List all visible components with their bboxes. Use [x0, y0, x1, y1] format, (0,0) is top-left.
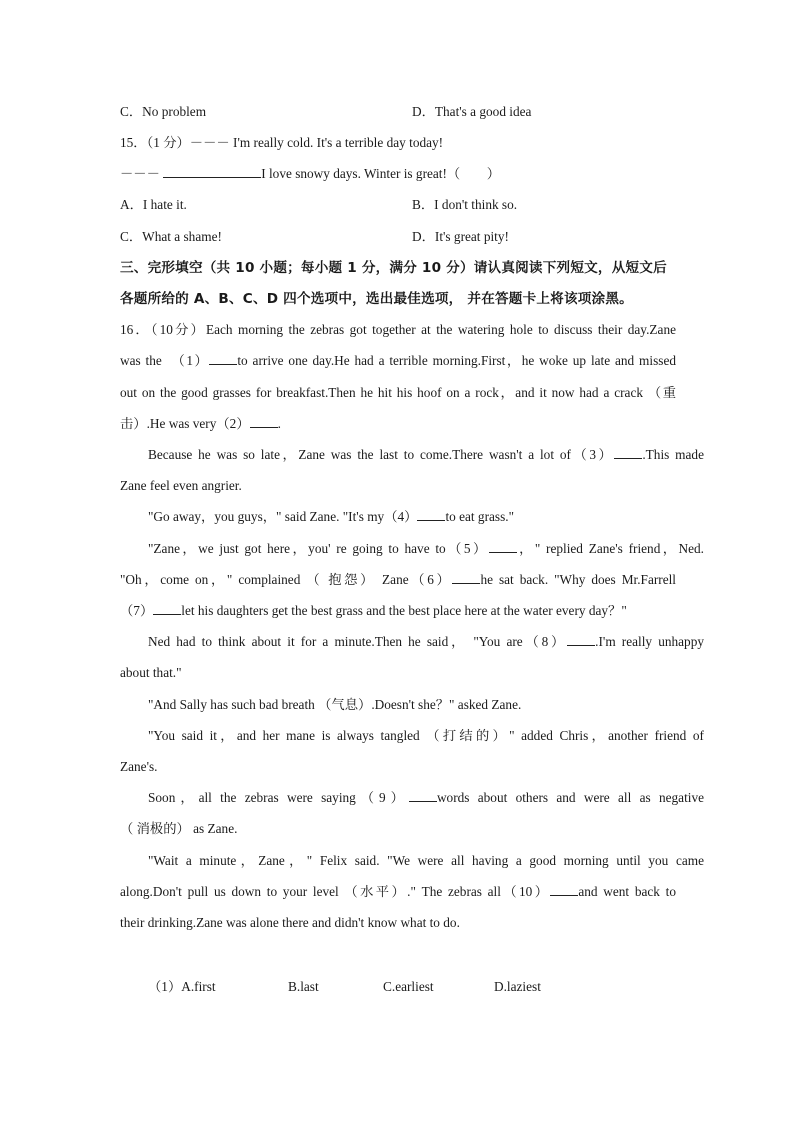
paragraph-2-line-2: Zane feel even angrier. — [120, 478, 242, 493]
passage-text: . — [277, 416, 281, 431]
passage-line-2 — [120, 352, 676, 370]
passage-text: was the （1） — [120, 353, 210, 368]
q14-option-c: C．No problem — [120, 104, 207, 119]
blank-1 — [209, 352, 237, 365]
passage-text: along.Don't pull us down to your level （水平）." The zebras all（10） — [120, 884, 551, 899]
q14-option-d: D．That's a good idea — [412, 104, 532, 119]
blank-5 — [489, 540, 517, 553]
passage-text: .This made — [642, 447, 704, 462]
paragraph-4-line-1 — [120, 540, 704, 558]
paragraph-8-line-1 — [120, 789, 704, 807]
q15-option-c: C．What a shame! — [120, 229, 222, 244]
sub-q1-option-c: C.earliest — [383, 979, 434, 994]
q15-blank — [163, 165, 261, 178]
blank-7 — [153, 602, 181, 615]
passage-text: （7） — [120, 603, 154, 618]
passage-text: he sat back. "Why does Mr.Farrell — [480, 572, 676, 587]
passage-line-4 — [120, 415, 676, 433]
passage-text: to eat grass." — [445, 509, 515, 524]
section-heading-line-2: 各题所给的 A、B、C、D 四个选项中，选出最佳选项， 并在答题卡上将该项涂黑。 — [120, 291, 633, 307]
q15-dash: －－－ — [120, 166, 160, 181]
paragraph-9-line-1: "Wait a minute，Zane，" Felix said. "We were all having a good morning until you came — [148, 853, 704, 868]
passage-text: words about others and were all as negative — [436, 790, 705, 805]
paragraph-8-line-2: （ 消极的） as Zane. — [120, 821, 238, 836]
passage-text: ，" replied Zane's friend，Ned. — [516, 541, 704, 556]
sub-q1-option-b: B.last — [288, 979, 319, 994]
paragraph-9-line-2 — [120, 883, 676, 901]
passage-text: "Zane，we just got here，you' re going to have to（5） — [148, 541, 489, 556]
blank-2 — [250, 415, 278, 428]
passage-text: .I'm really unhappy — [595, 634, 704, 649]
paragraph-9-line-3: their drinking.Zane was alone there and didn't know what to do. — [120, 915, 460, 930]
blank-4 — [417, 508, 445, 521]
blank-9 — [409, 789, 437, 802]
paragraph-2-line-1 — [120, 446, 704, 464]
q15-option-a: A．I hate it. — [120, 197, 187, 212]
section-heading-line-1: 三、完形填空（共 10 小题；每小题 1 分，满分 10 分）请认真阅读下列短文，从短文后 — [120, 260, 667, 276]
paragraph-5-line-2: about that." — [120, 665, 182, 680]
paragraph-4-line-3 — [120, 602, 676, 620]
blank-3 — [614, 446, 642, 459]
paragraph-5-line-1 — [120, 633, 704, 651]
blank-10 — [550, 883, 578, 896]
passage-text: Because he was so late，Zane was the last to come.There wasn't a lot of（3） — [148, 447, 615, 462]
paragraph-4-line-2 — [120, 571, 676, 589]
blank-8 — [567, 633, 595, 646]
paragraph-7-line-2: Zane's. — [120, 759, 158, 774]
paragraph-7-line-1: "You said it，and her mane is always tangled （打结的）" added Chris，another friend of — [148, 728, 704, 743]
q15-response-line — [120, 165, 676, 183]
passage-text: Soon，all the zebras were saying（9） — [148, 790, 409, 805]
q15-option-b: B．I don't think so. — [412, 197, 518, 212]
q15-response: I love snowy days. Winter is great!（ ） — [261, 166, 501, 181]
passage-text: to arrive one day.He had a terrible morning.First，he woke up late and missed — [237, 353, 676, 368]
passage-text: and went back to — [578, 884, 676, 899]
sub-q1-option-a: （1）A.first — [148, 979, 216, 994]
passage-text: Ned had to think about it for a minute.Then he said， "You are（8） — [148, 634, 568, 649]
blank-6 — [452, 571, 480, 584]
q15-option-d: D．It's great pity! — [412, 229, 509, 244]
passage-text: let his daughters get the best grass and the best place here at the water every day？" — [181, 603, 627, 618]
paragraph-3 — [120, 508, 704, 526]
passage-text: "Oh，come on，" complained （ 抱怨） Zane（6） — [120, 572, 453, 587]
passage-text: 击）.He was very（2） — [120, 416, 250, 431]
paragraph-6: "And Sally has such bad breath （气息）.Doesn't she？" asked Zane. — [148, 697, 522, 712]
passage-line-1: 16．（10分）Each morning the zebras got together at the watering hole to discuss their day.Zane — [120, 322, 676, 337]
sub-q1-option-d: D.laziest — [494, 979, 541, 994]
q15-prompt: 15．（1 分）－－－ I'm really cold. It's a terrible day today! — [120, 135, 444, 150]
passage-line-3: out on the good grasses for breakfast.Then he hit his hoof on a rock，and it now had a crack （重 — [120, 385, 676, 400]
passage-text: "Go away，you guys，" said Zane. "It's my（4） — [148, 509, 418, 524]
